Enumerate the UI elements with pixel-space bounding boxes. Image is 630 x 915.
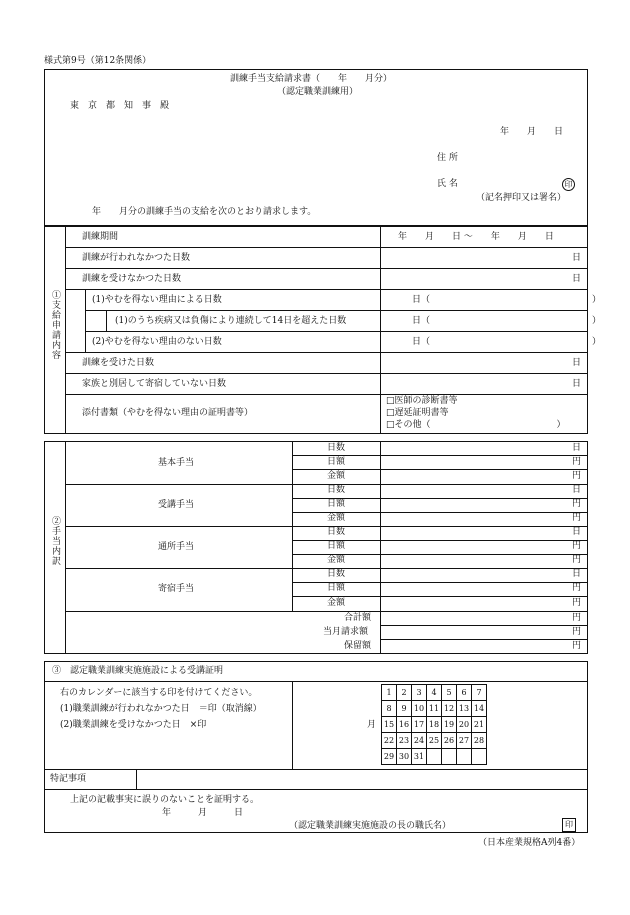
- basic-daily-value[interactable]: 円: [572, 457, 582, 467]
- no-training-days-value[interactable]: 日: [572, 253, 582, 263]
- basic-amount-value[interactable]: 円: [572, 471, 582, 481]
- calendar-day[interactable]: 9: [397, 701, 412, 717]
- calendar-day[interactable]: 10: [412, 701, 427, 717]
- attended-days-value[interactable]: 日: [572, 358, 582, 368]
- withheld-amount-label: 保留額: [344, 641, 372, 651]
- absent-days-value[interactable]: 日: [572, 274, 582, 284]
- calendar-day[interactable]: 1: [382, 685, 397, 701]
- calendar-day[interactable]: 5: [442, 685, 457, 701]
- request-statement: 年 月分の訓練手当の支給を次のとおり請求します。: [92, 207, 317, 217]
- basic-days-label: 日数: [327, 443, 346, 453]
- attendance-daily-label: 日額: [327, 499, 346, 509]
- marking-rule-2: (2)職業訓練を受けなかつた日 ×印: [60, 720, 207, 730]
- calendar-day[interactable]: 8: [382, 701, 397, 717]
- addressee: 東 京 都 知 事 殿: [70, 101, 170, 111]
- basic-amount-label: 金額: [327, 471, 346, 481]
- basic-days-value[interactable]: 日: [572, 443, 582, 453]
- form-subtitle: （認定職業訓練用）: [277, 87, 359, 97]
- calendar-day[interactable]: 20: [457, 717, 472, 733]
- certification-date[interactable]: 年 月 日: [162, 808, 244, 818]
- calendar-day[interactable]: [457, 749, 472, 765]
- calendar-day[interactable]: 27: [457, 733, 472, 749]
- not-boarding-days-label: 家族と別居して寄宿していない日数: [82, 379, 227, 389]
- calendar-day[interactable]: 23: [397, 733, 412, 749]
- calendar-day[interactable]: 17: [412, 717, 427, 733]
- basic-allowance-label: 基本手当: [158, 458, 195, 468]
- attendance-allowance-label: 受講手当: [158, 500, 195, 510]
- no-training-days-label: 訓練が行われなかつた日数: [82, 253, 191, 263]
- total-amount-label: 合計額: [344, 613, 372, 623]
- monthly-claim-label: 当月請求額: [323, 627, 369, 637]
- withheld-amount-value[interactable]: 円: [572, 641, 582, 651]
- attachments-label: 添付書類（やむを得ない理由の証明書等）: [82, 408, 254, 418]
- excused-days-value[interactable]: 日（ ）: [412, 295, 602, 305]
- calendar-day[interactable]: 18: [427, 717, 442, 733]
- certification-text: 上記の記載事実に誤りのないことを証明する。: [70, 795, 260, 805]
- name-label: 氏 名: [437, 179, 458, 189]
- calendar-day[interactable]: 19: [442, 717, 457, 733]
- calendar-day[interactable]: [427, 749, 442, 765]
- commuting-daily-value[interactable]: 円: [572, 541, 582, 551]
- section3-title: ③ 認定職業訓練実施施設による受講証明: [52, 666, 224, 676]
- commuting-days-value[interactable]: 日: [572, 527, 582, 537]
- seal-mark[interactable]: 印: [562, 178, 575, 191]
- calendar-day[interactable]: 26: [442, 733, 457, 749]
- not-boarding-days-value[interactable]: 日: [572, 379, 582, 389]
- basic-daily-label: 日額: [327, 457, 346, 467]
- boarding-daily-label: 日額: [327, 583, 346, 593]
- attendance-days-value[interactable]: 日: [572, 485, 582, 495]
- calendar-day[interactable]: 31: [412, 749, 427, 765]
- calendar-day[interactable]: [442, 749, 457, 765]
- request-date[interactable]: 年 月 日: [500, 127, 564, 137]
- calendar-day[interactable]: 12: [442, 701, 457, 717]
- section1-label: ①支給申請内容: [50, 290, 60, 360]
- attendance-amount-label: 金額: [327, 513, 346, 523]
- calendar-day[interactable]: 7: [472, 685, 487, 701]
- calendar-day[interactable]: [472, 749, 487, 765]
- attendance-calendar: [381, 684, 487, 765]
- calendar-day[interactable]: 13: [457, 701, 472, 717]
- training-period-value[interactable]: 年 月 日 ～ 年 月 日: [398, 232, 554, 242]
- calendar-day[interactable]: 15: [382, 717, 397, 733]
- illness-days-label: (1)のうち疾病又は負傷により連続して14日を超えた日数: [115, 316, 347, 326]
- form-title: 訓練手当支給請求書（ 年 月分）: [230, 74, 393, 84]
- total-amount-value[interactable]: 円: [572, 613, 582, 623]
- calendar-day[interactable]: 6: [457, 685, 472, 701]
- calendar-day[interactable]: 25: [427, 733, 442, 749]
- attended-days-label: 訓練を受けた日数: [82, 358, 155, 368]
- boarding-amount-value[interactable]: 円: [572, 598, 582, 608]
- calendar-day[interactable]: 21: [472, 717, 487, 733]
- boarding-daily-value[interactable]: 円: [572, 583, 582, 593]
- commuting-days-label: 日数: [327, 527, 346, 537]
- attachment-other-checkbox[interactable]: □その他（ ）: [386, 420, 566, 430]
- boarding-allowance-label: 寄宿手当: [158, 584, 195, 594]
- excused-days-label: (1)やむを得ない理由による日数: [92, 295, 222, 305]
- calendar-day[interactable]: 22: [382, 733, 397, 749]
- remarks-label: 特記事項: [50, 774, 87, 784]
- paper-size-note: （日本産業規格A列4番）: [478, 838, 581, 848]
- calendar-day[interactable]: 11: [427, 701, 442, 717]
- boarding-days-label: 日数: [327, 569, 346, 579]
- training-period-label: 訓練期間: [82, 232, 119, 242]
- seal-note: （記名押印又は署名）: [476, 193, 567, 203]
- illness-days-value[interactable]: 日（ ）: [412, 316, 602, 326]
- unexcused-days-label: (2)やむを得ない理由のない日数: [92, 337, 222, 347]
- calendar-day[interactable]: 30: [397, 749, 412, 765]
- boarding-amount-label: 金額: [327, 598, 346, 608]
- calendar-instruction: 右のカレンダーに該当する印を付けてください。: [60, 688, 258, 698]
- calendar-day[interactable]: 3: [412, 685, 427, 701]
- remarks-field[interactable]: [140, 772, 584, 786]
- calendar-day[interactable]: 24: [412, 733, 427, 749]
- calendar-day[interactable]: 2: [397, 685, 412, 701]
- attendance-amount-value[interactable]: 円: [572, 513, 582, 523]
- attachment-delay-checkbox[interactable]: □遅延証明書等: [386, 408, 449, 418]
- director-seal-mark[interactable]: 印: [562, 818, 576, 832]
- calendar-month-label: 月: [367, 720, 377, 730]
- director-title-note: （認定職業訓練実施施設の長の職氏名）: [289, 821, 452, 831]
- commuting-daily-label: 日額: [327, 541, 346, 551]
- form-number: 様式第9号（第12条関係）: [44, 56, 152, 66]
- absent-days-label: 訓練を受けなかつた日数: [82, 274, 182, 284]
- section2-box: [44, 441, 588, 654]
- unexcused-days-value[interactable]: 日（ ）: [412, 337, 602, 347]
- marking-rule-1: (1)職業訓練が行われなかつた日 ＝印（取消線）: [60, 704, 262, 714]
- attendance-daily-value[interactable]: 円: [572, 499, 582, 509]
- calendar-day[interactable]: 28: [472, 733, 487, 749]
- section3-box: [44, 661, 588, 833]
- section2-label: ②手当内訳: [50, 516, 60, 566]
- commuting-amount-value[interactable]: 円: [572, 555, 582, 565]
- boarding-days-value[interactable]: 日: [572, 569, 582, 579]
- address-label: 住 所: [437, 153, 458, 163]
- commuting-amount-label: 金額: [327, 555, 346, 565]
- calendar-day[interactable]: 29: [382, 749, 397, 765]
- calendar-day[interactable]: 16: [397, 717, 412, 733]
- commuting-allowance-label: 通所手当: [158, 542, 195, 552]
- calendar-day[interactable]: 14: [472, 701, 487, 717]
- monthly-claim-value[interactable]: 円: [572, 627, 582, 637]
- attachment-medical-checkbox[interactable]: □医師の診断書等: [386, 396, 458, 406]
- calendar-day[interactable]: 4: [427, 685, 442, 701]
- attendance-days-label: 日数: [327, 485, 346, 495]
